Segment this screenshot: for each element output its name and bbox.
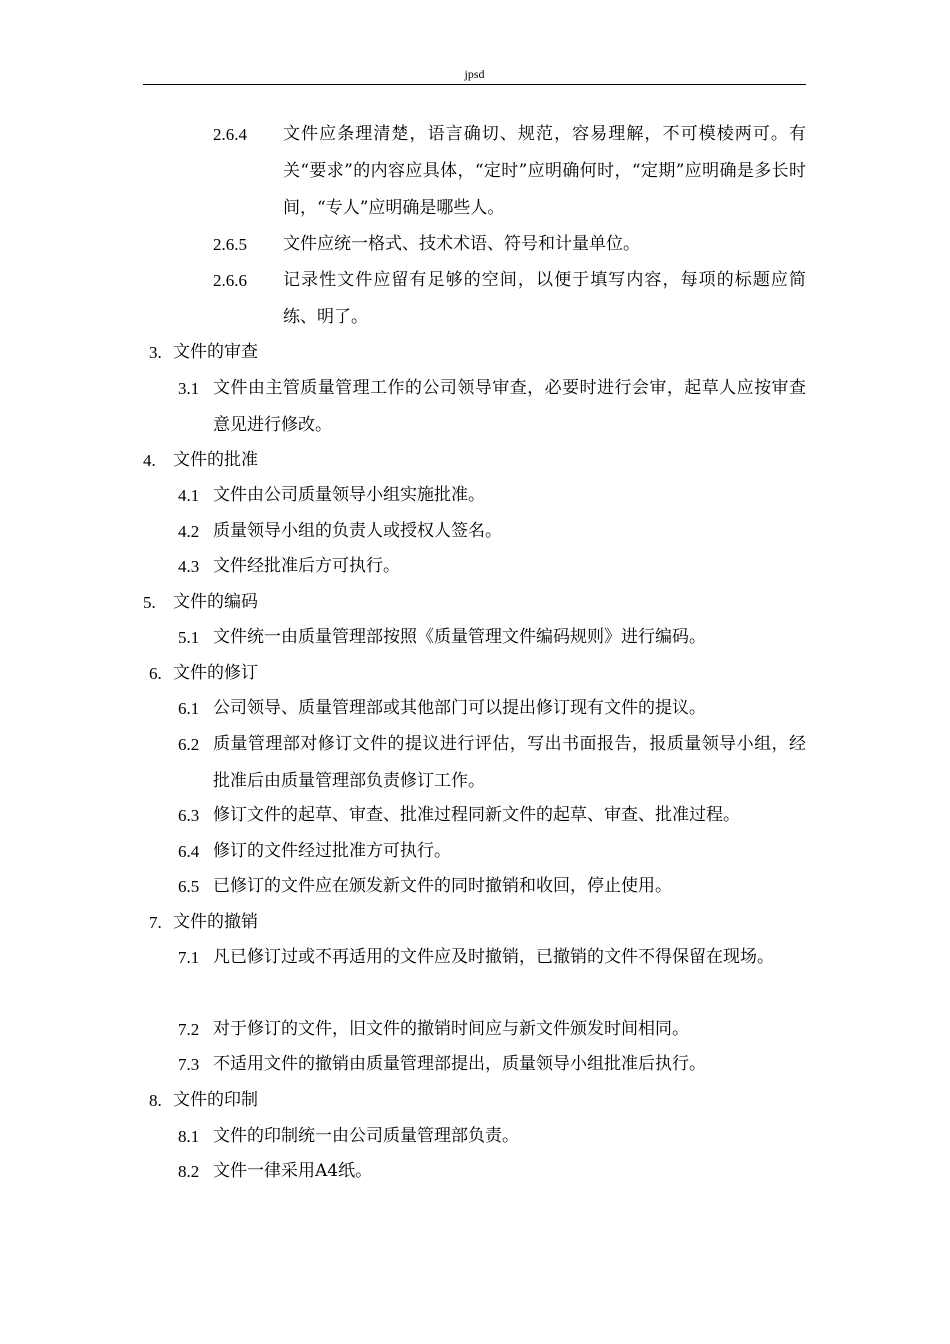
clause-text: 凡已修订过或不再适用的文件应及时撤销，已撤销的文件不得保留在现场。 <box>213 947 774 967</box>
section-title: 文件的印制 <box>173 1090 258 1110</box>
clause-number: 2.6.4 <box>213 125 247 144</box>
clause-text: 文件的印制统一由公司质量管理部负责。 <box>213 1126 519 1146</box>
clause-text: 公司领导、质量管理部或其他部门可以提出修订现有文件的提议。 <box>213 698 706 718</box>
clause-text: 已修订的文件应在颁发新文件的同时撤销和收回，停止使用。 <box>213 876 672 896</box>
clause-number: 2.6.6 <box>213 271 247 290</box>
header-divider <box>143 84 806 85</box>
section-number: 4. <box>143 451 156 470</box>
clause-number: 5.1 <box>178 628 200 647</box>
section-title: 文件的编码 <box>173 592 258 612</box>
clause-text: 不适用文件的撤销由质量管理部提出，质量领导小组批准后执行。 <box>213 1054 706 1074</box>
section-number: 8. <box>149 1091 162 1110</box>
section-number: 6. <box>149 664 162 683</box>
clause-text: 修订文件的起草、审查、批准过程同新文件的起草、审查、批准过程。 <box>213 805 740 825</box>
clause-text: 修订的文件经过批准方可执行。 <box>213 841 451 861</box>
clause-text: 文件经批准后方可执行。 <box>213 556 400 576</box>
clause-number: 6.4 <box>178 842 200 861</box>
section-title: 文件的审查 <box>173 342 258 362</box>
section-title: 文件的批准 <box>173 450 258 470</box>
clause-number: 6.2 <box>178 735 200 754</box>
clause-text: 文件应条理清楚，语言确切、规范，容易理解，不可模棱两可。有关“要求”的内容应具体，“定时”应明确何时，“定期”应明确是多长时间，“专人”应明确是哪些人。 <box>283 124 806 218</box>
clause-text: 文件一律采用A4纸。 <box>213 1161 373 1181</box>
clause-number: 6.5 <box>178 877 200 896</box>
clause-number: 6.3 <box>178 806 200 825</box>
section-title: 文件的撤销 <box>173 912 258 932</box>
clause-number: 4.2 <box>178 522 200 541</box>
clause-number: 4.1 <box>178 486 200 505</box>
clause-text: 对于修订的文件，旧文件的撤销时间应与新文件颁发时间相同。 <box>213 1019 689 1039</box>
clause-number: 3.1 <box>178 379 200 398</box>
clause-text: 文件应统一格式、技术术语、符号和计量单位。 <box>283 234 640 254</box>
clause-number: 8.2 <box>178 1162 200 1181</box>
clause-number: 8.1 <box>178 1127 200 1146</box>
clause-text: 文件统一由质量管理部按照《质量管理文件编码规则》进行编码。 <box>213 627 706 647</box>
section-number: 7. <box>149 913 162 932</box>
clause-text: 文件由主管质量管理工作的公司领导审查，必要时进行会审，起草人应按审查意见进行修改。 <box>213 378 806 435</box>
page-header: jpsd <box>464 67 485 81</box>
clause-number: 7.3 <box>178 1055 200 1074</box>
clause-text: 文件由公司质量领导小组实施批准。 <box>213 485 485 505</box>
section-number: 5. <box>143 593 156 612</box>
section-number: 3. <box>149 343 162 362</box>
clause-number: 7.1 <box>178 948 200 967</box>
clause-number: 4.3 <box>178 557 200 576</box>
clause-text: 记录性文件应留有足够的空间，以便于填写内容，每项的标题应简练、明了。 <box>283 270 806 327</box>
clause-number: 7.2 <box>178 1020 200 1039</box>
clause-number: 2.6.5 <box>213 235 247 254</box>
clause-text: 质量管理部对修订文件的提议进行评估，写出书面报告，报质量领导小组，经批准后由质量管理部负责修订工作。 <box>213 734 806 791</box>
clause-text: 质量领导小组的负责人或授权人签名。 <box>213 521 502 541</box>
section-title: 文件的修订 <box>173 663 258 683</box>
clause-number: 6.1 <box>178 699 200 718</box>
